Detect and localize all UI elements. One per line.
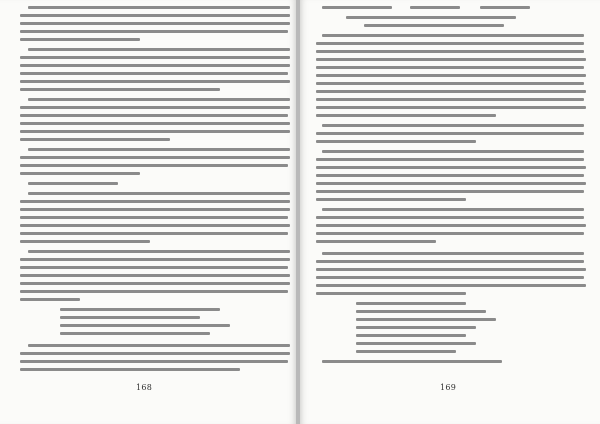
left-page-text-line-8 (20, 64, 290, 67)
left-page-text-line-27 (20, 224, 290, 227)
right-page-text-line-22 (316, 166, 586, 169)
left-page-text-line-20 (20, 164, 288, 167)
left-page-text-line-13 (20, 106, 290, 109)
right-page-text-line-24 (316, 182, 586, 185)
right-page-text-line-23 (316, 174, 584, 177)
left-page (0, 0, 296, 424)
right-page-text-line-5 (364, 24, 504, 27)
right-page-text-line-14 (316, 98, 584, 101)
right-page-text-line-17 (322, 124, 584, 127)
right-page-text-line-2 (410, 6, 460, 9)
left-page-text-line-4 (20, 30, 288, 33)
right-page-text-line-38 (356, 302, 466, 305)
right-page-text-line-6 (322, 34, 584, 37)
left-page-text-line-35 (20, 290, 288, 293)
right-page-text-line-10 (316, 66, 584, 69)
right-page-text-line-7 (316, 42, 584, 45)
left-page-text-line-14 (20, 114, 288, 117)
left-page-text-line-22 (28, 182, 118, 185)
left-page-text-line-36 (20, 298, 80, 301)
right-page-text-line-20 (322, 150, 584, 153)
left-page-text-line-29 (20, 240, 150, 243)
left-page-text-line-6 (28, 48, 290, 51)
left-page-text-line-23 (28, 192, 290, 195)
left-page-text-line-15 (20, 122, 290, 125)
left-page-text-line-44 (20, 368, 240, 371)
left-page-text-line-21 (20, 172, 140, 175)
right-page-number: 169 (440, 383, 457, 392)
left-page-text-line-33 (20, 274, 290, 277)
right-page-text-line-40 (356, 318, 496, 321)
left-page-text-line-25 (20, 208, 290, 211)
right-page-text-line-32 (322, 252, 584, 255)
right-page-text (300, 0, 600, 424)
right-page-text-line-39 (356, 310, 486, 313)
right-page-text-line-30 (316, 232, 584, 235)
right-page-text-line-16 (316, 114, 496, 117)
left-page-text-line-40 (60, 332, 210, 335)
right-page-text-line-29 (316, 224, 586, 227)
left-page-text-line-34 (20, 282, 290, 285)
left-page-text-line-18 (28, 148, 290, 151)
left-page-text-line-39 (60, 324, 230, 327)
right-page-text-line-12 (316, 82, 584, 85)
right-page-text-line-41 (356, 326, 476, 329)
right-page-text-line-35 (316, 276, 584, 279)
right-page-text-line-3 (480, 6, 530, 9)
left-page-text-line-16 (20, 130, 290, 133)
right-page-text-line-34 (316, 268, 586, 271)
right-page-text-line-33 (316, 260, 584, 263)
right-page-text-line-1 (322, 6, 392, 9)
left-page-text-line-32 (20, 266, 288, 269)
right-page-text-line-31 (316, 240, 436, 243)
right-page-text-line-13 (316, 90, 586, 93)
left-page-text-line-28 (20, 232, 288, 235)
left-page-text-line-7 (20, 56, 290, 59)
left-page-text-line-19 (20, 156, 290, 159)
left-page-text-line-24 (20, 200, 290, 203)
right-page-text-line-26 (316, 198, 466, 201)
left-page-text-line-41 (28, 344, 290, 347)
right-page-text-line-15 (316, 106, 586, 109)
right-page-text-line-8 (316, 50, 584, 53)
left-page-text-line-26 (20, 216, 288, 219)
right-page-text-line-9 (316, 58, 586, 61)
left-page-text-line-3 (20, 22, 290, 25)
right-page-text-line-36 (316, 284, 586, 287)
left-page-text-line-43 (20, 360, 288, 363)
right-page-text-line-21 (316, 158, 584, 161)
right-page-text-line-37 (316, 292, 466, 295)
left-page-number: 168 (136, 383, 153, 392)
right-page-text-line-42 (356, 334, 466, 337)
left-page-text-line-9 (20, 72, 288, 75)
right-page-text-line-18 (316, 132, 584, 135)
left-page-text-line-38 (60, 316, 200, 319)
left-page-text-line-42 (20, 352, 290, 355)
left-page-text-line-10 (20, 80, 290, 83)
right-page-text-line-11 (316, 74, 586, 77)
right-page-text-line-25 (316, 190, 584, 193)
left-page-text-line-1 (28, 6, 290, 9)
left-page-text-line-31 (20, 258, 290, 261)
right-page-text-line-45 (322, 360, 502, 363)
right-page-text-line-44 (356, 350, 456, 353)
right-page-text-line-43 (356, 342, 476, 345)
left-page-text-line-37 (60, 308, 220, 311)
left-page-text-line-2 (20, 14, 290, 17)
right-page-text-line-19 (316, 140, 476, 143)
right-page-text-line-28 (316, 216, 584, 219)
left-page-text (0, 0, 296, 424)
left-page-text-line-5 (20, 38, 140, 41)
left-page-text-line-17 (20, 138, 170, 141)
right-page-text-line-4 (346, 16, 516, 19)
left-page-text-line-11 (20, 88, 220, 91)
right-page-text-line-27 (322, 208, 584, 211)
left-page-text-line-12 (28, 98, 290, 101)
left-page-text-line-30 (28, 250, 290, 253)
right-page (300, 0, 600, 424)
